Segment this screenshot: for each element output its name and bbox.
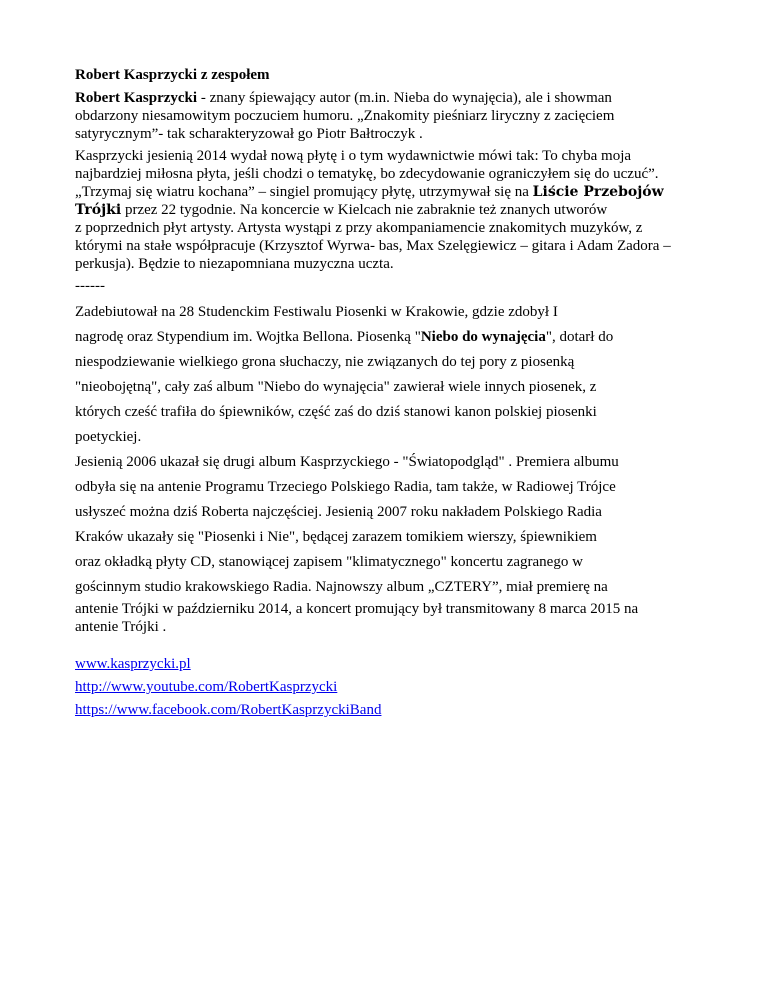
disco-line-7: antenie Trójki w październiku 2014, a koncert promujący był transmitowany 8 marca 2015 na <box>75 601 639 617</box>
album-line-3 <box>75 183 695 201</box>
album-line-3-text: „Trzymaj się wiatru kochana” – singiel promujący płytę, utrzymywał się na <box>75 184 533 200</box>
chart-name-bold: Liście Przebojów <box>532 184 664 200</box>
disco-line-8: antenie Trójki . <box>75 619 167 635</box>
debut-line-2 <box>75 325 695 350</box>
album-line-6: którymi na stałe współpracuje (Krzysztof Wyrwa- bas, Max Szelęgiewicz – gitara i Adam Zadora – <box>75 238 671 254</box>
album-line-7: perkusja). Będzie to niezapomniana muzyczna uczta. <box>75 256 394 272</box>
song-title-bold: Niebo do wynajęcia <box>420 329 546 345</box>
debut-line-4: "nieobojętną", cały zaś album "Niebo do wynajęcia" zawierał wiele innych piosenek, z <box>75 379 597 395</box>
debut-line-2c: ", dotarł do <box>545 329 614 345</box>
album-paragraph <box>75 147 695 273</box>
intro-line-1 <box>75 89 695 107</box>
intro-line-2: obdarzony niesamowitym poczuciem humoru. „Znakomity pieśniarz liryczny z zacięciem <box>75 108 615 124</box>
intro-text: - znany śpiewający autor (m.in. Nieba do wynajęcia), ale i showman <box>197 90 612 106</box>
document-body <box>75 66 695 722</box>
document-title: Robert Kasprzycki z zespołem <box>75 67 270 83</box>
album-line-1: Kasprzycki jesienią 2014 wydał nową płytę i o tym wydawnictwie mówi tak: To chyba moja <box>75 148 632 164</box>
intro-paragraph <box>75 89 695 143</box>
website-link[interactable]: www.kasprzycki.pl <box>75 656 191 672</box>
debut-line-3: niespodziewanie wielkiego grona słuchaczy, nie związanych do tej pory z piosenką <box>75 354 575 370</box>
disco-line-2: odbyła się na antenie Programu Trzeciego Polskiego Radia, tam także, w Radiowej Trójce <box>75 479 616 495</box>
disco-line-6: gościnnym studio krakowskiego Radia. Najnowszy album „CZTERY”, miał premierę na <box>75 579 608 595</box>
debut-line-2a: nagrodę oraz Stypendium im. Wojtka Bellona. Piosenką " <box>75 329 421 345</box>
debut-paragraph <box>75 300 695 450</box>
debut-line-6: poetyckiej. <box>75 429 142 445</box>
disco-line-1: Jesienią 2006 ukazał się drugi album Kasprzyckiego - "Światopodgląd" . Premiera albumu <box>75 454 619 470</box>
album-line-4-text: przez 22 tygodnie. Na koncercie w Kielcach nie zabraknie też znanych utworów <box>121 202 608 218</box>
debut-line-1: Zadebiutował na 28 Studenckim Festiwalu Piosenki w Krakowie, gdzie zdobył I <box>75 304 558 320</box>
artist-name: Robert Kasprzycki <box>75 90 198 106</box>
disco-line-5: oraz okładką płyty CD, stanowiącej zapisem "klimatycznego" koncertu zagranego w <box>75 554 583 570</box>
intro-line-3: satyrycznym”- tak scharakteryzował go Piotr Bałtroczyk . <box>75 126 423 142</box>
discography-paragraph <box>75 450 695 636</box>
debut-line-5: których cześć trafiła do śpiewników, część zaś do dziś stanowi kanon polskiej piosenki <box>75 404 597 420</box>
album-line-2: najbardziej miłosna płyta, jeśli chodzi o tematykę, bo zdecydowanie ograniczyłem się do uczuć”. <box>75 166 659 182</box>
facebook-link[interactable]: https://www.facebook.com/RobertKasprzyckiBand <box>75 702 382 718</box>
disco-line-3: usłyszeć można dziś Roberta najczęściej. Jesienią 2007 roku nakładem Polskiego Radia <box>75 504 602 520</box>
album-line-4 <box>75 201 695 219</box>
chart-name-bold-2: Trójki <box>75 202 122 218</box>
youtube-link[interactable]: http://www.youtube.com/RobertKasprzycki <box>75 679 338 695</box>
album-line-5: z poprzednich płyt artysty. Artysta wystąpi z przy akompaniamencie znakomitych muzyków, z <box>75 220 643 236</box>
links-list <box>75 653 695 722</box>
separator: ------ <box>75 278 105 294</box>
disco-line-4: Kraków ukazały się "Piosenki i Nie", będącej zarazem tomikiem wierszy, śpiewnikiem <box>75 529 597 545</box>
